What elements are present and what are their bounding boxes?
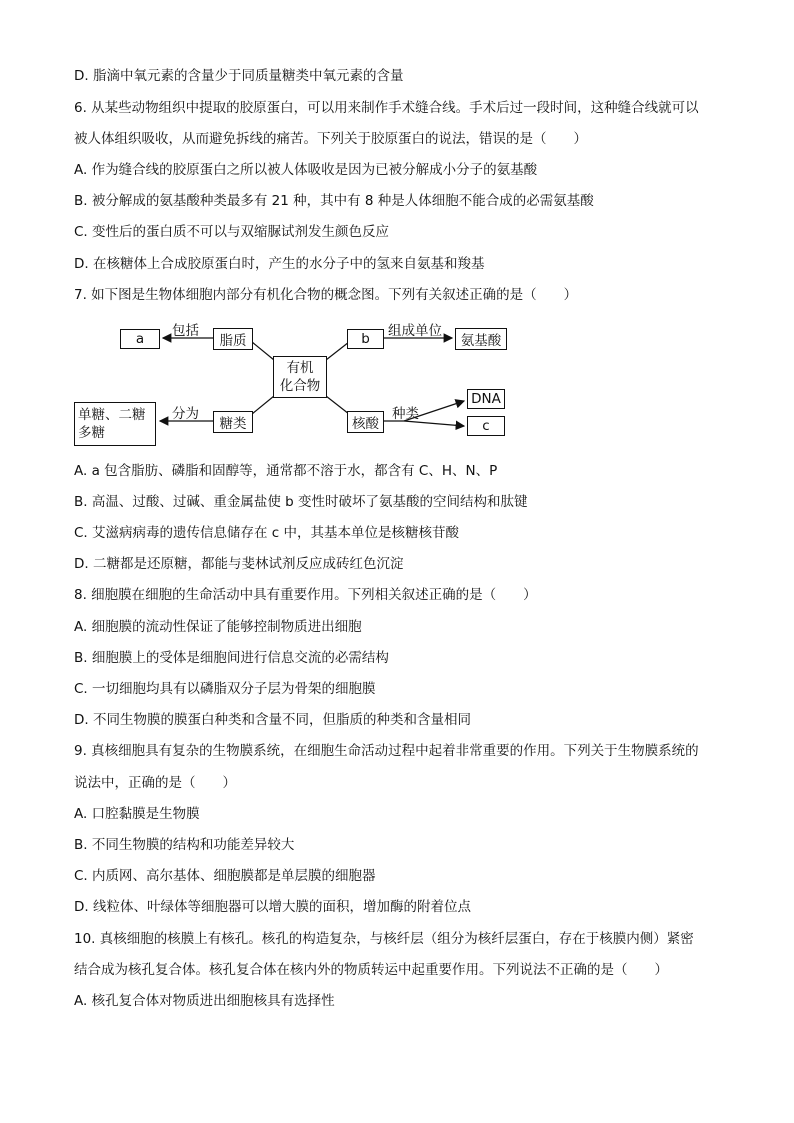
concept-map-diagram — [74, 318, 514, 448]
question-8-stem: 8. 细胞膜在细胞的生命活动中具有重要作用。下列相关叙述正确的是（ ） — [74, 587, 537, 603]
question-9-option-a: A. 口腔黏膜是生物膜 — [74, 806, 200, 822]
option-d-q5: D. 脂滴中氧元素的含量少于同质量糖类中氧元素的含量 — [74, 68, 404, 84]
node-amino-acid: 氨基酸 — [455, 328, 507, 350]
question-7-option-b: B. 高温、过酸、过碱、重金属盐使 b 变性时破坏了氨基酸的空间结构和肽键 — [74, 494, 528, 510]
center-line2: 化合物 — [279, 378, 321, 394]
label-unit: 组成单位 — [388, 323, 442, 339]
question-6-stem-line1: 6. 从某些动物组织中提取的胶原蛋白，可以用来制作手术缝合线。手术后过一段时间，这种缝合线就可以 — [74, 100, 699, 116]
question-9-stem-line1: 9. 真核细胞具有复杂的生物膜系统，在细胞生命活动过程中起着非常重要的作用。下列关于生物膜系统的 — [74, 743, 699, 759]
question-8-option-b: B. 细胞膜上的受体是细胞间进行信息交流的必需结构 — [74, 650, 389, 666]
question-6-option-d: D. 在核糖体上合成胶原蛋白时，产生的水分子中的氢来自氨基和羧基 — [74, 256, 485, 272]
question-9-option-b: B. 不同生物膜的结构和功能差异较大 — [74, 837, 295, 853]
node-sugar-types — [74, 402, 156, 446]
question-9-stem-line2: 说法中，正确的是（ ） — [74, 775, 236, 791]
question-6-option-a: A. 作为缝合线的胶原蛋白之所以被人体吸收是因为已被分解成小分子的氨基酸 — [74, 162, 538, 178]
node-b: b — [347, 329, 384, 349]
node-organic-compound — [273, 356, 327, 398]
node-sugar: 糖类 — [213, 411, 253, 433]
node-a: a — [120, 329, 160, 349]
label-kinds: 种类 — [392, 406, 419, 422]
question-6-option-b: B. 被分解成的氨基酸种类最多有 21 种，其中有 8 种是人体细胞不能合成的必需氨基酸 — [74, 193, 594, 209]
question-9-option-d: D. 线粒体、叶绿体等细胞器可以增大膜的面积，增加酶的附着位点 — [74, 899, 471, 915]
center-line1: 有机 — [286, 360, 314, 376]
question-7-stem: 7. 如下图是生物体细胞内部分有机化合物的概念图。下列有关叙述正确的是（ ） — [74, 287, 578, 303]
node-nucleic-acid: 核酸 — [347, 411, 384, 433]
question-8-option-c: C. 一切细胞均具有以磷脂双分子层为骨架的细胞膜 — [74, 681, 376, 697]
question-8-option-a: A. 细胞膜的流动性保证了能够控制物质进出细胞 — [74, 619, 362, 635]
question-6-option-c: C. 变性后的蛋白质不可以与双缩脲试剂发生颜色反应 — [74, 224, 390, 240]
question-10-stem-line2: 结合成为核孔复合体。核孔复合体在核内外的物质转运中起重要作用。下列说法不正确的是（ ） — [74, 962, 668, 978]
question-7-option-a: A. a 包含脂肪、磷脂和固醇等，通常都不溶于水，都含有 C、H、N、P — [74, 463, 498, 479]
question-7-option-c: C. 艾滋病病毒的遗传信息储存在 c 中，其基本单位是核糖核苷酸 — [74, 525, 460, 541]
question-10-option-a: A. 核孔复合体对物质进出细胞核具有选择性 — [74, 993, 335, 1009]
question-10-stem-line1: 10. 真核细胞的核膜上有核孔。核孔的构造复杂，与核纤层（组分为核纤层蛋白，存在于核膜内侧）紧密 — [74, 931, 694, 947]
node-lipid: 脂质 — [213, 328, 253, 350]
node-dna: DNA — [467, 389, 505, 409]
question-9-option-c: C. 内质网、高尔基体、细胞膜都是单层膜的细胞器 — [74, 868, 376, 884]
question-6-stem-line2: 被人体组织吸收，从而避免拆线的痛苦。下列关于胶原蛋白的说法，错误的是（ ） — [74, 131, 587, 147]
question-7-option-d: D. 二糖都是还原糖，都能与斐林试剂反应成砖红色沉淀 — [74, 556, 404, 572]
label-include: 包括 — [172, 323, 199, 339]
node-c: c — [467, 416, 505, 436]
label-divide: 分为 — [172, 406, 199, 422]
question-8-option-d: D. 不同生物膜的膜蛋白种类和含量不同，但脂质的种类和含量相同 — [74, 712, 471, 728]
sugars-line1: 单糖、二糖 — [78, 407, 146, 423]
sugars-line2: 多糖 — [78, 425, 105, 441]
